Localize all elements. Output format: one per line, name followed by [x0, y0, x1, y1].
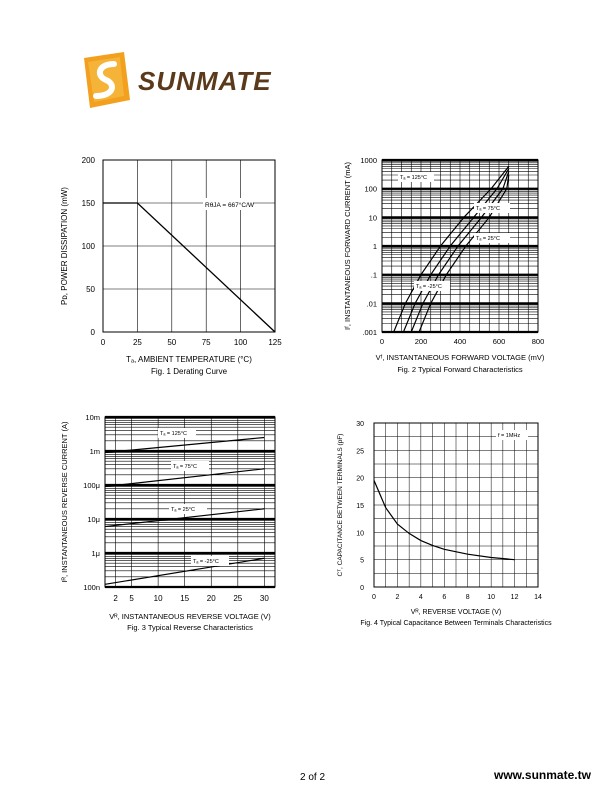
chart-title: Fig. 3 Typical Reverse Characteristics: [127, 623, 253, 632]
x-axis-label: Tₐ, AMBIENT TEMPERATURE (°C): [126, 355, 252, 364]
y-tick-label: .01: [366, 299, 377, 309]
website-url: www.sunmate.tw: [494, 768, 591, 782]
series-label: Tₐ = 125°C: [160, 431, 188, 437]
x-tick-label: 125: [268, 338, 282, 347]
x-tick-label: 800: [531, 337, 545, 346]
x-axis-label: Vᴿ, INSTANTANEOUS REVERSE VOLTAGE (V): [109, 612, 271, 621]
x-tick-label: 0: [372, 594, 376, 601]
chart-reverse-characteristics: [55, 405, 295, 645]
y-tick-label: 30: [356, 421, 364, 428]
chart-forward-characteristics: [330, 150, 560, 380]
y-tick-label: .001: [362, 328, 377, 337]
y-tick-label: 100: [364, 184, 377, 194]
y-tick-label: 0: [360, 585, 364, 592]
series-label: Tₐ = 125°C: [400, 175, 428, 181]
x-tick-label: 25: [132, 338, 142, 347]
x-tick-label: 30: [259, 594, 269, 603]
page-number: 2 of 2: [300, 772, 326, 783]
y-tick-label: 200: [81, 156, 95, 165]
annotation-frequency: f = 1MHz: [498, 433, 521, 439]
x-tick-label: 400: [453, 337, 467, 346]
x-tick-label: 100: [233, 338, 248, 347]
y-tick-label: 150: [81, 199, 95, 208]
y-tick-label: 1000: [360, 156, 377, 165]
x-tick-label: 14: [534, 594, 542, 601]
series-label: Tₐ = 75°C: [173, 464, 197, 470]
series-label: Tₐ = 75°C: [476, 206, 500, 212]
y-tick-label: 20: [356, 475, 364, 483]
y-tick-label: 1μ: [91, 549, 100, 558]
annotation-rthja: RθJA = 667°C/W: [205, 202, 255, 209]
x-tick-label: 6: [442, 594, 447, 601]
y-tick-label: 5: [360, 557, 364, 565]
chart-title: Fig. 4 Typical Capacitance Between Terminals Characteristics: [360, 620, 552, 627]
plot-frame: [105, 417, 275, 587]
derating-line: [103, 203, 275, 332]
x-tick-label: 20: [206, 594, 216, 603]
brand-wordmark: SUNMATE: [138, 66, 272, 96]
x-tick-label: 5: [129, 594, 134, 603]
x-tick-label: 50: [167, 338, 177, 347]
x-tick-label: 8: [465, 594, 470, 601]
y-tick-label: 1: [372, 242, 377, 251]
x-tick-label: 25: [233, 594, 243, 603]
x-tick-label: 0: [379, 337, 385, 346]
x-tick-label: 15: [180, 594, 190, 603]
y-tick-label: 10: [368, 213, 377, 223]
series-label: Tₐ = 25°C: [476, 236, 500, 242]
chart-capacitance-characteristics: [330, 415, 560, 630]
x-tick-label: 12: [510, 594, 519, 601]
series-label: Tₐ = 25°C: [171, 507, 195, 513]
y-tick-label: 10: [356, 530, 364, 538]
y-tick-label: 50: [86, 285, 95, 294]
y-tick-label: 1m: [89, 447, 100, 456]
x-tick-label: 200: [414, 337, 428, 346]
x-tick-label: 10: [153, 594, 163, 603]
y-axis-label: Iᴿ, INSTANTANEOUS REVERSE CURRENT (A): [60, 421, 69, 583]
brand-logo: [74, 50, 274, 116]
y-tick-label: 10μ: [87, 515, 100, 524]
y-tick-label: 25: [356, 448, 364, 456]
x-tick-label: 2: [113, 594, 118, 603]
y-axis-label: Pᴅ, POWER DISSIPATION (mW): [60, 187, 69, 305]
chart-title: Fig. 2 Typical Forward Characteristics: [397, 365, 523, 374]
x-tick-label: 10: [487, 594, 496, 601]
x-tick-label: 0: [100, 338, 106, 347]
x-axis-label: Vᶠ, INSTANTANEOUS FORWARD VOLTAGE (mV): [375, 353, 545, 362]
x-tick-label: 2: [395, 594, 400, 601]
chart-derating-curve: [55, 150, 295, 380]
series-label: Tₐ = -25°C: [193, 559, 219, 565]
y-tick-label: 100: [81, 242, 95, 251]
chart-title: Fig. 1 Derating Curve: [150, 367, 228, 376]
x-tick-label: 600: [492, 337, 506, 346]
y-axis-label: Cᵀ, CAPACITANCE BETWEEN TERMINALS (pF): [337, 433, 344, 577]
y-tick-label: 0: [90, 328, 95, 337]
x-tick-label: 75: [201, 338, 211, 347]
x-axis-label: Vᴿ, REVERSE VOLTAGE (V): [410, 609, 502, 616]
y-tick-label: 15: [356, 503, 364, 510]
x-tick-label: 4: [418, 594, 423, 601]
y-tick-label: 100n: [83, 583, 100, 592]
y-tick-label: .1: [370, 270, 377, 280]
y-axis-label: Iᶠ, INSTANTANEOUS FORWARD CURRENT (mA): [343, 162, 352, 330]
series-label: Tₐ = -25°C: [416, 284, 442, 290]
y-tick-label: 100μ: [83, 481, 100, 490]
y-tick-label: 10m: [85, 413, 100, 422]
